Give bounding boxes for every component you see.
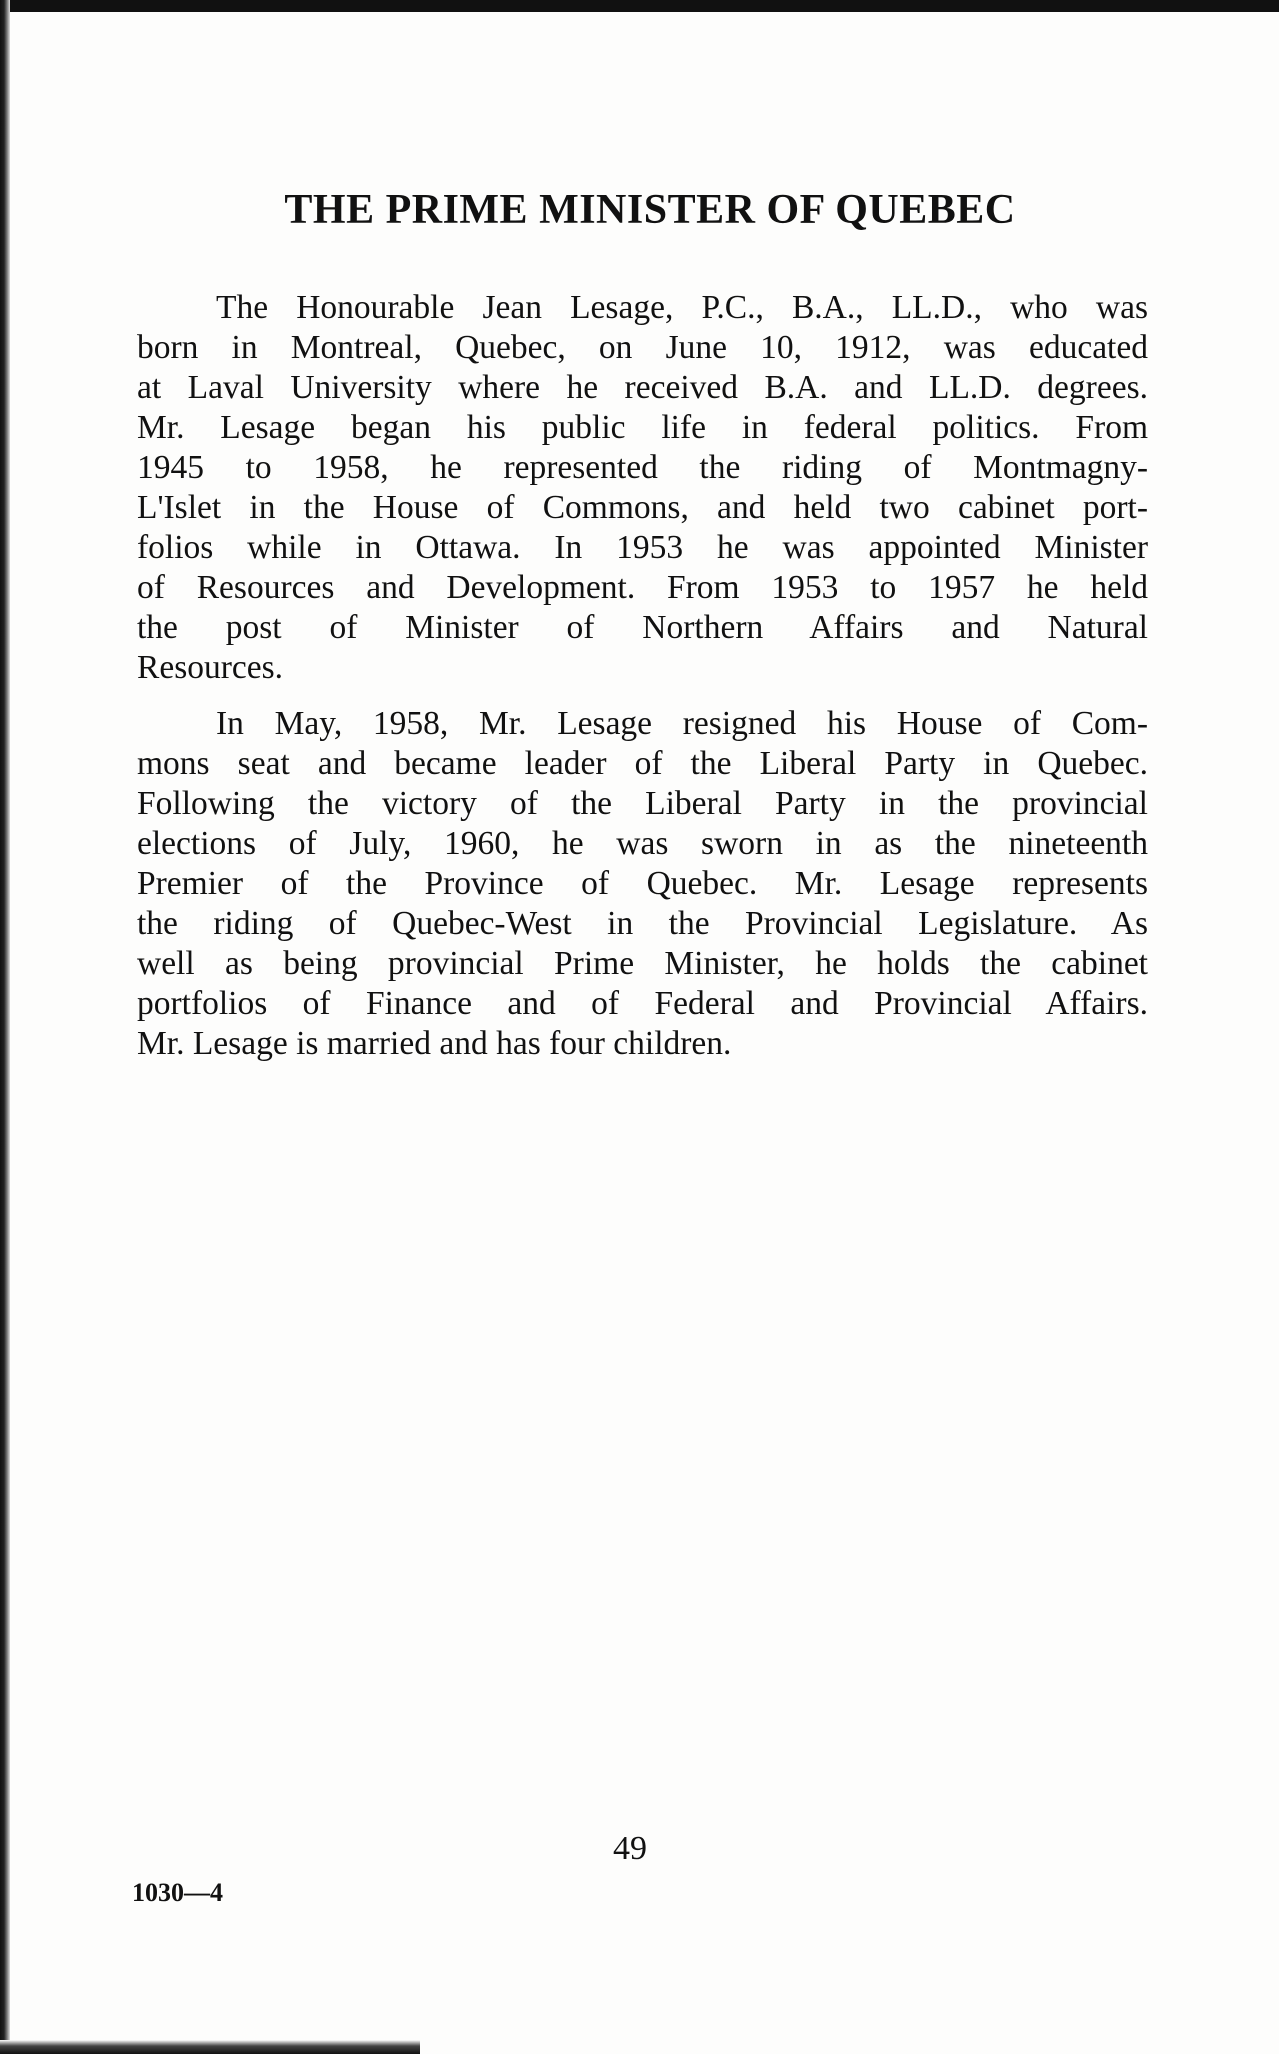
- text-line: In May, 1958, Mr. Lesage resigned his House of Com-: [216, 705, 1148, 742]
- text-line: Resources.: [137, 649, 284, 686]
- text-line: born in Montreal, Quebec, on June 10, 1912, was educated: [137, 329, 1148, 366]
- text-line: of Resources and Development. From 1953 to 1957 he held: [137, 569, 1148, 606]
- scan-border-top: [0, 0, 1279, 12]
- text-line: elections of July, 1960, he was sworn in as the nineteenth: [137, 825, 1148, 862]
- text-line: Premier of the Province of Quebec. Mr. Lesage represents: [137, 865, 1148, 902]
- text-line: Mr. Lesage began his public life in federal politics. From: [137, 409, 1148, 446]
- text-line: Following the victory of the Liberal Party in the provincial: [137, 785, 1148, 822]
- text-line: mons seat and became leader of the Liberal Party in Quebec.: [137, 745, 1148, 782]
- text-line: L'Islet in the House of Commons, and held two cabinet port-: [137, 489, 1148, 526]
- text-line: Mr. Lesage is married and has four children.: [137, 1025, 732, 1062]
- scan-border-bottom: [0, 2040, 420, 2054]
- printer-signature-code: 1030—4: [132, 1878, 223, 1907]
- text-line: folios while in Ottawa. In 1953 he was appointed Minister: [137, 529, 1148, 566]
- text-line: well as being provincial Prime Minister, he holds the cabinet: [137, 945, 1148, 982]
- text-line: The Honourable Jean Lesage, P.C., B.A., LL.D., who was: [216, 289, 1148, 326]
- biography-paragraph-1: [137, 288, 1148, 688]
- text-line: at Laval University where he received B.A. and LL.D. degrees.: [137, 369, 1148, 406]
- biography-paragraph-2: [137, 704, 1148, 1064]
- text-line: 1945 to 1958, he represented the riding of Montmagny-: [137, 449, 1148, 486]
- text-line: portfolios of Finance and of Federal and Provincial Affairs.: [137, 985, 1148, 1022]
- page-number: 49: [613, 1830, 647, 1867]
- page-title: THE PRIME MINISTER OF QUEBEC: [284, 187, 1016, 233]
- text-line: the riding of Quebec-West in the Provincial Legislature. As: [137, 905, 1148, 942]
- scan-border-left: [0, 0, 10, 2054]
- text-line: the post of Minister of Northern Affairs and Natural: [137, 609, 1148, 646]
